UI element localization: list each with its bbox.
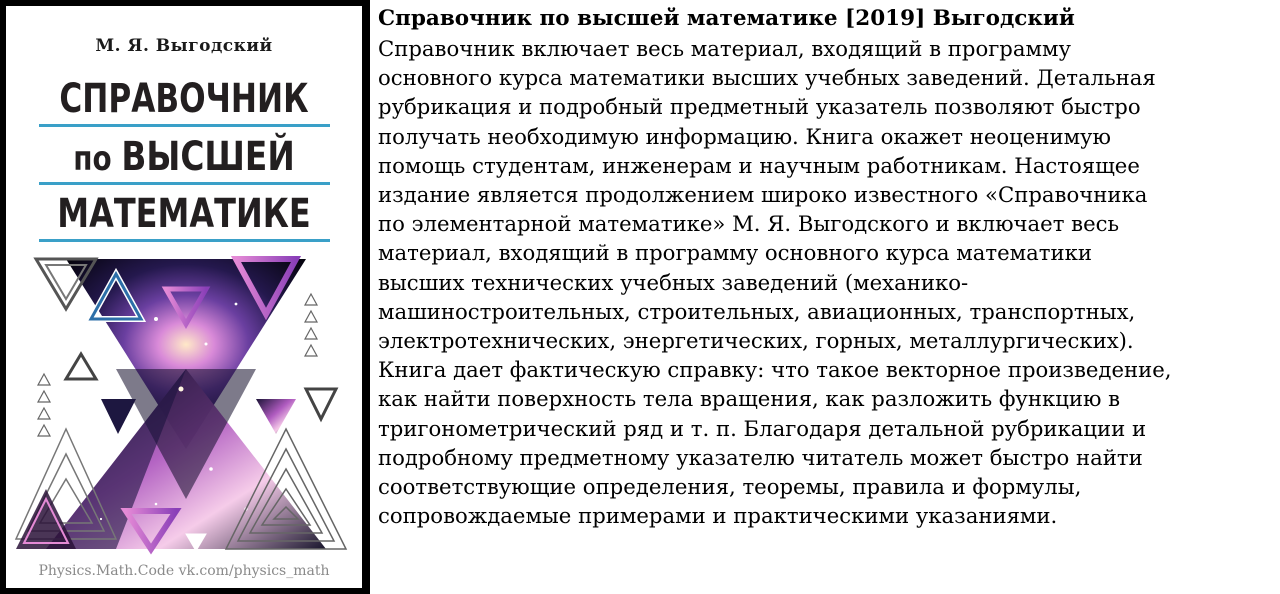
cover-title-main: ВЫСШЕЙ [121,134,295,180]
description-line: электротехнических, энергетических, горных, металлургических). [378,328,1134,354]
description-line: машиностроительных, строительных, авиационных, транспортных, [378,298,1136,324]
cover-title-prefix: по [73,139,122,179]
description-line: получать необходимую информацию. Книга окажет неоценимую [378,123,1111,149]
cover-watermark: Physics.Math.Code vk.com/physics_math [38,563,330,579]
description-line: Справочник включает весь материал, входящий в программу [378,36,1071,61]
post-text [378,4,1276,590]
cover-rule-3 [39,239,330,242]
book-cover-frame [0,0,370,594]
description-line: помощь студентам, инженерам и научным работникам. Настоящее [378,152,1140,178]
post-heading: Справочник по высшей математике [2019] Выгодский [378,6,1075,31]
post-description [378,34,1276,530]
description-line: как найти поверхность тела вращения, как разложить функцию в [378,386,1121,412]
cover-title-line-2 [38,134,330,180]
description-line: издание является продолжением широко известного «Справочника [378,182,1148,208]
description-line: подробному предметному указателю читатель может быстро найти [378,444,1143,470]
description-line: тригонометрический ряд и т. п. Благодаря детальной рубрикации и [378,415,1147,441]
cover-title-line-1: СПРАВОЧНИК [59,76,309,122]
description-line: рубрикация и подробный предметный указатель позволяют быстро [378,94,1141,120]
cover-author: М. Я. Выгодский [95,36,273,56]
description-line: сопровождаемые примерами и практическими указаниями. [378,503,1058,529]
cover-rule-1 [39,124,330,127]
description-line: материал, входящий в программу основного курса математики [378,240,1092,266]
description-line: по элементарной математике» М. Я. Выгодского и включает весь [378,211,1120,237]
description-line: соответствующие определения, теоремы, правила и формулы, [378,474,1082,500]
book-cover [6,6,362,588]
cover-triangle-artwork [6,249,362,559]
cover-title-line-3: МАТЕМАТИКЕ [57,191,311,237]
description-line: Книга дает фактическую справку: что такое векторное произведение, [378,357,1172,383]
cover-rule-2 [39,182,330,185]
description-line: высших технических учебных заведений (механико- [378,269,969,295]
description-line: основного курса математики высших учебных заведений. Детальная [378,65,1156,91]
